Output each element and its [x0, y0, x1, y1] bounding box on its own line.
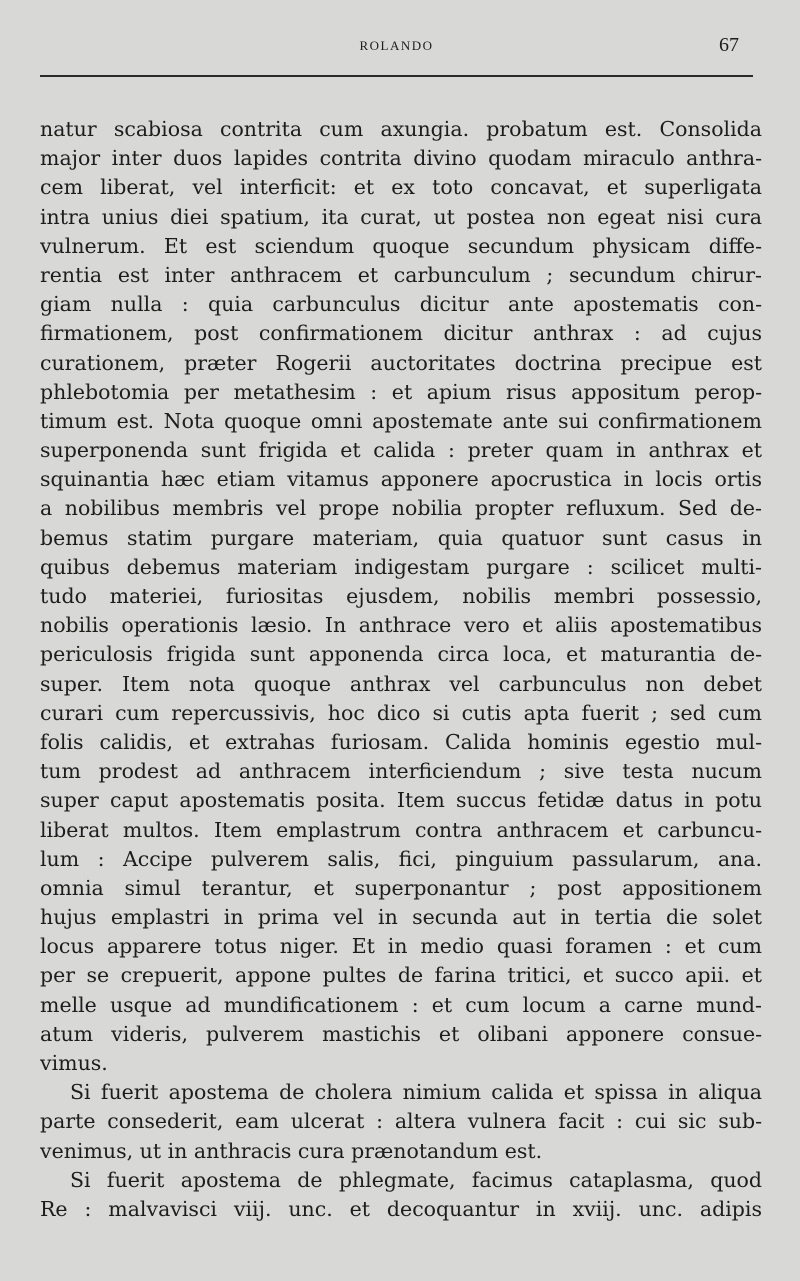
- text-line: liberat multos. Item emplastrum contra anthracem et carbuncu-: [40, 817, 762, 842]
- text-line: folis calidis, et extrahas furiosam. Calida hominis egestio mul-: [40, 729, 762, 754]
- text-line: nobilis operationis læsio. In anthrace vero et aliis apostematibus: [40, 613, 762, 638]
- text-line: curari cum repercussivis, hoc dico si cutis apta fuerit ; sed cum: [40, 700, 762, 725]
- text-line: natur scabiosa contrita cum axungia. probatum est. Consolida: [40, 117, 762, 141]
- text-line: lum : Accipe pulverem salis, fici, pinguium passularum, ana.: [40, 846, 762, 871]
- text-line: quibus debemus materiam indigestam purgare : scilicet multi-: [40, 554, 762, 579]
- body-text: [40, 115, 762, 1224]
- text-line: omnia simul terantur, et superponantur ; post appositionem: [40, 875, 762, 900]
- page-number: 67: [719, 34, 739, 56]
- running-head: [40, 34, 753, 60]
- text-line: a nobilibus membris vel prope nobilia propter refluxum. Sed de-: [40, 496, 762, 521]
- text-line: hujus emplastri in prima vel in secunda aut in tertia die solet: [40, 905, 762, 930]
- paragraph-start-line: Si fuerit apostema de cholera nimium calida et spissa in aliqua: [70, 1080, 762, 1105]
- text-line: locus apparere totus niger. Et in medio quasi foramen : et cum: [40, 934, 762, 959]
- text-line: super caput apostematis posita. Item succus fetidæ datus in potu: [40, 788, 762, 813]
- text-line: bemus statim purgare materiam, quia quatuor sunt casus in: [40, 525, 762, 550]
- text-line: curationem, præter Rogerii auctoritates doctrina precipue est: [40, 350, 762, 375]
- paragraph-start-line: Si fuerit apostema de phlegmate, facimus cataplasma, quod: [70, 1167, 762, 1192]
- text-line: intra unius diei spatium, ita curat, ut postea non egeat nisi cura: [40, 204, 762, 229]
- paragraph-end-line: venimus, ut in anthracis cura prænotandum est.: [40, 1138, 543, 1163]
- header-rule: [40, 75, 753, 77]
- text-line: periculosis frigida sunt apponenda circa loca, et maturantia de-: [40, 642, 762, 667]
- text-line: atum videris, pulverem mastichis et olibani apponere consue-: [40, 1021, 762, 1046]
- text-line: cem liberat, vel interficit: et ex toto concavat, et superligata: [40, 175, 762, 200]
- text-line: melle usque ad mundificationem : et cum locum a carne mund-: [40, 992, 762, 1017]
- text-line: parte consederit, eam ulcerat : altera vulnera facit : cui sic sub-: [40, 1109, 762, 1134]
- running-title: ROLANDO: [359, 38, 434, 53]
- text-line: squinantia hæc etiam vitamus apponere apocrustica in locis ortis: [40, 467, 762, 492]
- text-line: rentia est inter anthracem et carbunculum ; secundum chirur-: [40, 262, 762, 287]
- text-line: tudo materiei, furiositas ejusdem, nobilis membri possessio,: [40, 584, 762, 608]
- text-line: superponenda sunt frigida et calida : preter quam in anthrax et: [40, 438, 762, 463]
- text-line: phlebotomia per metathesim : et apium risus appositum perop-: [40, 379, 762, 404]
- text-line: giam nulla : quia carbunculus dicitur ante apostematis con-: [40, 292, 762, 317]
- text-line: per se crepuerit, appone pultes de farina tritici, et succo apii. et: [40, 963, 762, 988]
- text-line: super. Item nota quoque anthrax vel carbunculus non debet: [40, 671, 762, 696]
- text-line: vulnerum. Et est sciendum quoque secundum physicam diffe-: [40, 233, 762, 258]
- text-line: Re : malvavisci viij. unc. et decoquantur in xviij. unc. adipis: [40, 1196, 762, 1221]
- text-line: tum prodest ad anthracem interficiendum ; sive testa nucum: [40, 759, 762, 784]
- paragraph-end-line: vimus.: [40, 1051, 108, 1075]
- text-line: firmationem, post confirmationem dicitur anthrax : ad cujus: [40, 321, 762, 346]
- text-line: timum est. Nota quoque omni apostemate ante sui confirmationem: [40, 408, 762, 433]
- text-line: major inter duos lapides contrita divino quodam miraculo anthra-: [40, 146, 762, 171]
